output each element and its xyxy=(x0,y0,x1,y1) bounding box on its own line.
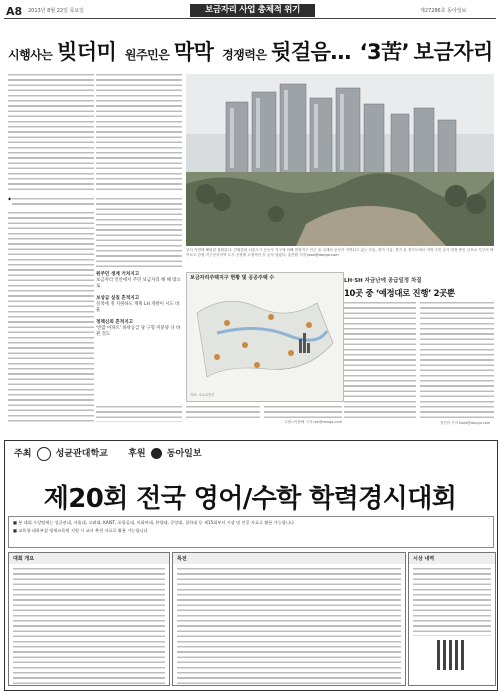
headline-part: ‘3苦’ xyxy=(359,40,410,64)
headline-part: 보금자리 xyxy=(413,40,493,64)
ad-host-line xyxy=(14,446,202,461)
article-text xyxy=(264,404,342,420)
article-lead-text xyxy=(96,72,182,192)
ad-box-title: 특전 xyxy=(173,553,405,564)
sidebox-title: 원주민 생계 거처지고 xyxy=(96,272,140,277)
sidebox-title: 정책신뢰 흔적지고 xyxy=(96,320,134,325)
headline-part: 원주민은 xyxy=(124,48,170,62)
article-subhead: ◆ xyxy=(8,196,12,201)
map-title: 보금자리주택지구 현황 및 공공주택 수 xyxy=(190,275,275,281)
photo-credit: 홍진환 기자 jean@donga.com xyxy=(287,252,339,257)
section-title: 보금자리 사업 총체적 위기 xyxy=(190,4,315,17)
article-byline: 수원=이완배 기자 roh@donga.com xyxy=(284,420,342,424)
ad-host: 성균관대학교 xyxy=(55,449,108,459)
qr-code-icon xyxy=(437,640,467,670)
ad-box-text xyxy=(13,566,165,686)
sidebox-title: 보상금 실질 흔적지고 xyxy=(96,296,140,301)
summary-sidebox xyxy=(96,272,182,400)
ad-sponsor-label: 후원 xyxy=(128,449,146,459)
ad-title: 제20회 전국 영어/수학 학력경시대회 xyxy=(43,484,457,514)
photo-caption-text: 공사 지연에 해당된 장원된다. 건립한된 서울도시 공동사 지구에 의해 현장지구 인근 을 일대의 공사가 지연되고 있는 모습, 경기 시흥, 경기 동 경기도에서 지역 주민 공사 잠정 중인 규모로 지구의 바이보고 감정 지구공사지역 도시 공정에 고정적인 부 공사 남았다. xyxy=(186,248,494,257)
donga-logo-icon xyxy=(151,448,162,459)
paper-name: 제27286호 동아일보 xyxy=(420,8,467,14)
page-number: A8 xyxy=(6,5,23,18)
article-text xyxy=(96,196,182,268)
map-graphic xyxy=(186,272,344,402)
main-headline xyxy=(8,36,498,64)
photo-caption xyxy=(186,248,494,257)
right-article-text xyxy=(420,300,494,418)
ad-info-box xyxy=(172,552,406,686)
ad-box-text xyxy=(177,566,401,686)
ad-info-box xyxy=(408,552,496,686)
headline-part: 빚더미 xyxy=(56,40,117,64)
ad-notice-1: ■ 본 대회 수상팀에는 성균관대, 서울대, 고려대, KAIST, 포항공대, 이화여대, 한양대, 중앙대, 경희대 등 제15회부터 시상 및 인증 자료로 활용 가능합니다 xyxy=(13,520,295,525)
article-text xyxy=(96,404,182,422)
right-article-kicker: LH·SH 자금난에 공급일정 차질 xyxy=(344,278,422,284)
article-lead-text xyxy=(8,72,94,192)
headline-part: 경쟁력은 xyxy=(222,48,267,62)
headline-part: 시행사는 xyxy=(8,48,53,62)
skku-logo-icon xyxy=(37,447,51,461)
article-text xyxy=(12,196,94,208)
map-source: 자료: 국토교통부 xyxy=(190,393,215,397)
construction-photo xyxy=(186,74,494,246)
headline-part: 막막 xyxy=(173,40,214,64)
apartment-photo-illustration xyxy=(186,74,494,246)
ad-box-title: 시상 내역 xyxy=(409,553,495,564)
right-article-title: 10곳 중 ‘예정대로 진행’ 2곳뿐 xyxy=(344,288,455,298)
ad-host-label: 주최 xyxy=(14,449,32,459)
sidebox-item: 보금자리 인안에서 주민 보금자리 해 해 밖으로 xyxy=(96,278,181,289)
headline-part: 뒷걸음… xyxy=(271,40,351,64)
date-line: 2013년 8월 22일 목요일 xyxy=(28,8,85,14)
map-illustration xyxy=(187,273,343,401)
ad-sponsor: 동아일보 xyxy=(166,449,202,459)
ad-notice-box xyxy=(8,516,494,548)
article-text xyxy=(186,404,260,420)
sidebox-item: 실적에 개 지원하도 계획 LH 개발이 시도 비율 xyxy=(96,302,180,313)
ad-box-title: 대회 개요 xyxy=(9,553,169,564)
sidebox-item: '반값 아파트' 하락공급 당 구형 미분양 다 바뀐 것도 xyxy=(96,326,181,337)
article-text xyxy=(8,210,94,422)
right-article-byline: 정진아 기자 likea@donga.com xyxy=(440,421,491,425)
ad-notice-2: ■ 교육청·대학부설 영재교육원 지원 시 교사 추천 자료로 활용 가능합니다 xyxy=(13,528,148,533)
ad-box-text xyxy=(413,566,491,636)
header-rule xyxy=(4,18,496,19)
ad-info-box xyxy=(8,552,170,686)
right-article-text xyxy=(344,300,416,418)
